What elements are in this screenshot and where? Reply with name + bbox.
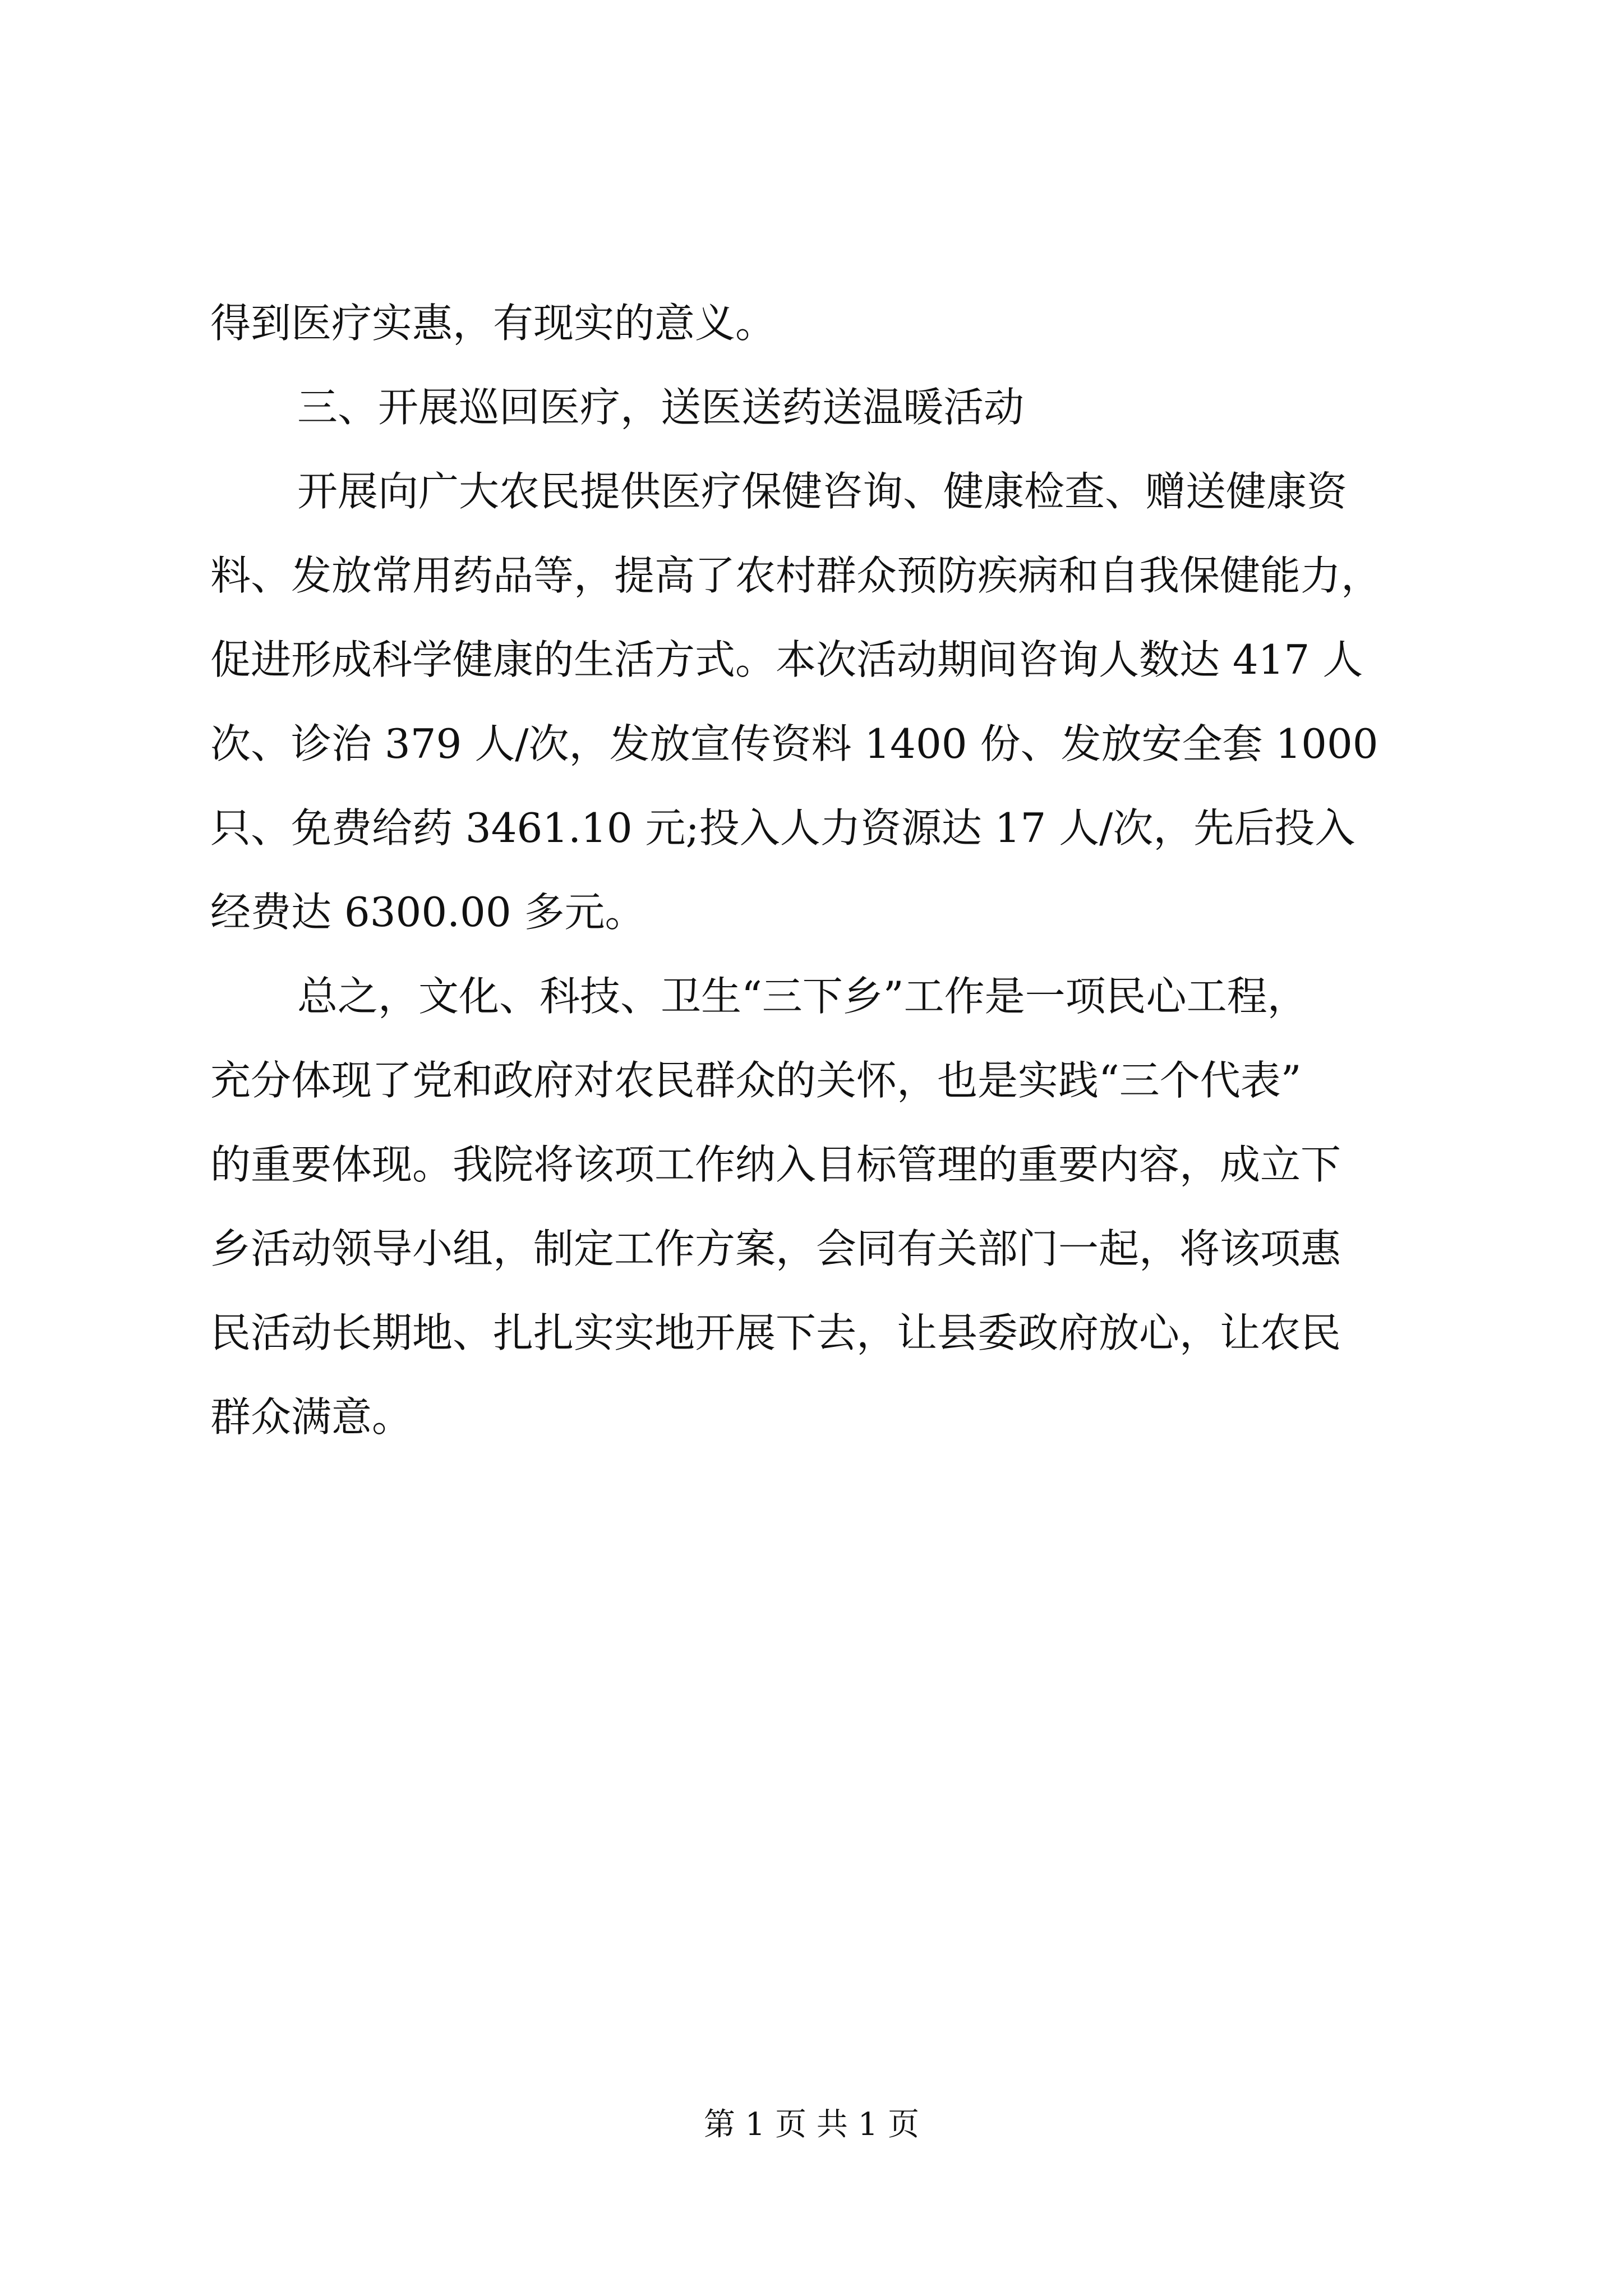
text-line: 总之，文化、科技、卫生“三下乡”工作是一项民心工程， (297, 973, 1308, 1020)
text-line: 只、免费给药 3461.10 元;投入人力资源达 17 人/次，先后投入 (210, 804, 1355, 852)
text-line: 经费达 6300.00 多元。 (210, 889, 645, 936)
text-line: 得到医疗实惠，有现实的意义。 (210, 300, 776, 347)
text-line: 乡活动领导小组，制定工作方案，会同有关部门一起，将该项惠 (210, 1225, 1341, 1272)
text-line: 料、发放常用药品等，提高了农村群众预防疾病和自我保健能力， (210, 552, 1382, 599)
page-number-footer: 第 1 页 共 1 页 (703, 2106, 920, 2143)
section-heading: 三、开展巡回医疗，送医送药送温暖活动 (297, 384, 1025, 431)
text-line: 充分体现了党和政府对农民群众的关怀，也是实践“三个代表” (210, 1057, 1302, 1104)
text-line: 的重要体现。我院将该项工作纳入目标管理的重要内容，成立下 (210, 1141, 1341, 1188)
text-line: 促进形成科学健康的生活方式。本次活动期间咨询人数达 417 人 (210, 636, 1363, 683)
text-line: 开展向广大农民提供医疗保健咨询、健康检查、赠送健康资 (297, 468, 1348, 515)
text-line: 群众满意。 (210, 1393, 413, 1441)
text-line: 民活动长期地、扎扎实实地开展下去，让县委政府放心，让农民 (210, 1309, 1341, 1356)
text-line: 次、诊治 379 人/次，发放宣传资料 1400 份、发放安全套 1000 (210, 720, 1378, 767)
